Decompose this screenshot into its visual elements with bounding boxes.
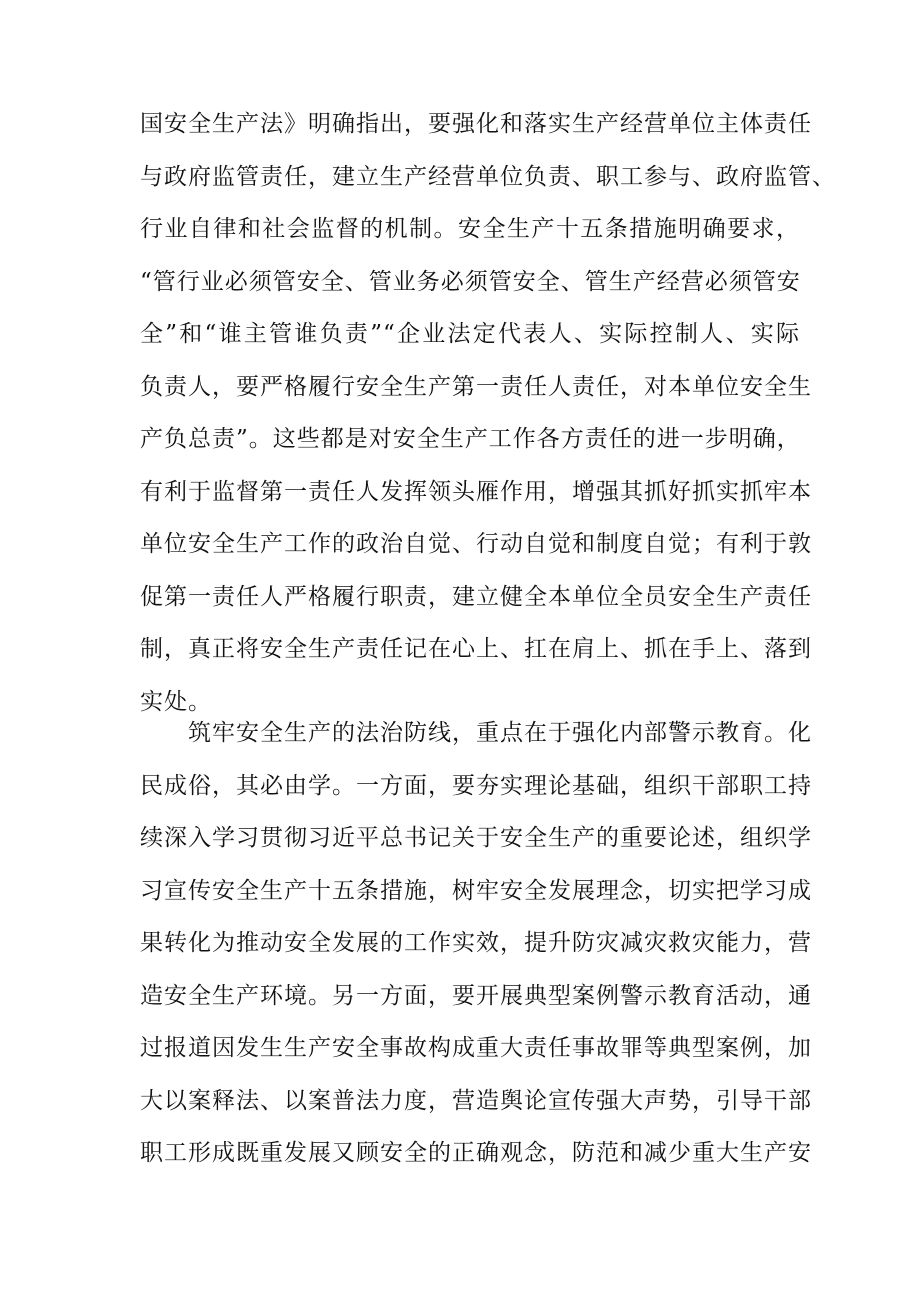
text-line: “管行业必须管安全、管业务必须管安全、管生产经营必须管安	[140, 268, 801, 295]
text-line: 造安全生产环境。另一方面，要开展典型案例警示教育活动，通	[140, 982, 812, 1009]
text-line: 有利于监督第一责任人发挥领头雁作用，增强其抓好抓实抓牢本	[140, 478, 812, 505]
text-line: 制，真正将安全生产责任记在心上、扛在肩上、抓在手上、落到	[140, 636, 812, 662]
text-line: 单位安全生产工作的政治自觉、行动自觉和制度自觉；有利于敦	[140, 531, 812, 557]
text-line: 筑牢安全生产的法治防线，重点在于强化内部警示教育。化	[188, 720, 812, 746]
text-line: 国安全生产法》明确指出，要强化和落实生产经营单位主体责任	[140, 111, 812, 137]
text-line: 促第一责任人严格履行职责，建立健全本单位全员安全生产责任	[140, 583, 812, 610]
paragraph-2	[140, 707, 812, 1180]
text-line: 产负总责”。这些都是对安全生产工作各方责任的进一步明确，	[140, 426, 801, 452]
text-line: 实处。	[140, 688, 212, 715]
paragraph-1	[140, 98, 836, 728]
text-line: 职工形成既重发展又顾安全的正确观念，防范和减少重大生产安	[140, 1140, 812, 1166]
text-line: 行业自律和社会监督的机制。安全生产十五条措施明确要求，	[140, 216, 800, 242]
text-line: 大以案释法、以案普法力度，营造舆论宣传强大声势，引导干部	[140, 1087, 812, 1114]
text-line: 习宣传安全生产十五条措施，树牢安全发展理念，切实把学习成	[140, 877, 812, 904]
text-line: 全”和“谁主管谁负责”“企业法定代表人、实际控制人、实际	[140, 321, 800, 347]
text-line: 果转化为推动安全发展的工作实效，提升防灾减灾救灾能力，营	[140, 930, 812, 956]
text-line: 与政府监管责任，建立生产经营单位负责、职工参与、政府监管、	[140, 163, 836, 190]
text-line: 民成俗，其必由学。一方面，要夯实理论基础，组织干部职工持	[140, 772, 812, 799]
text-line: 过报道因发生生产安全事故构成重大责任事故罪等典型案例，加	[140, 1035, 812, 1061]
text-line: 续深入学习贯彻习近平总书记关于安全生产的重要论述，组织学	[140, 825, 812, 851]
text-line: 负责人，要严格履行安全生产第一责任人责任，对本单位安全生	[140, 373, 812, 400]
